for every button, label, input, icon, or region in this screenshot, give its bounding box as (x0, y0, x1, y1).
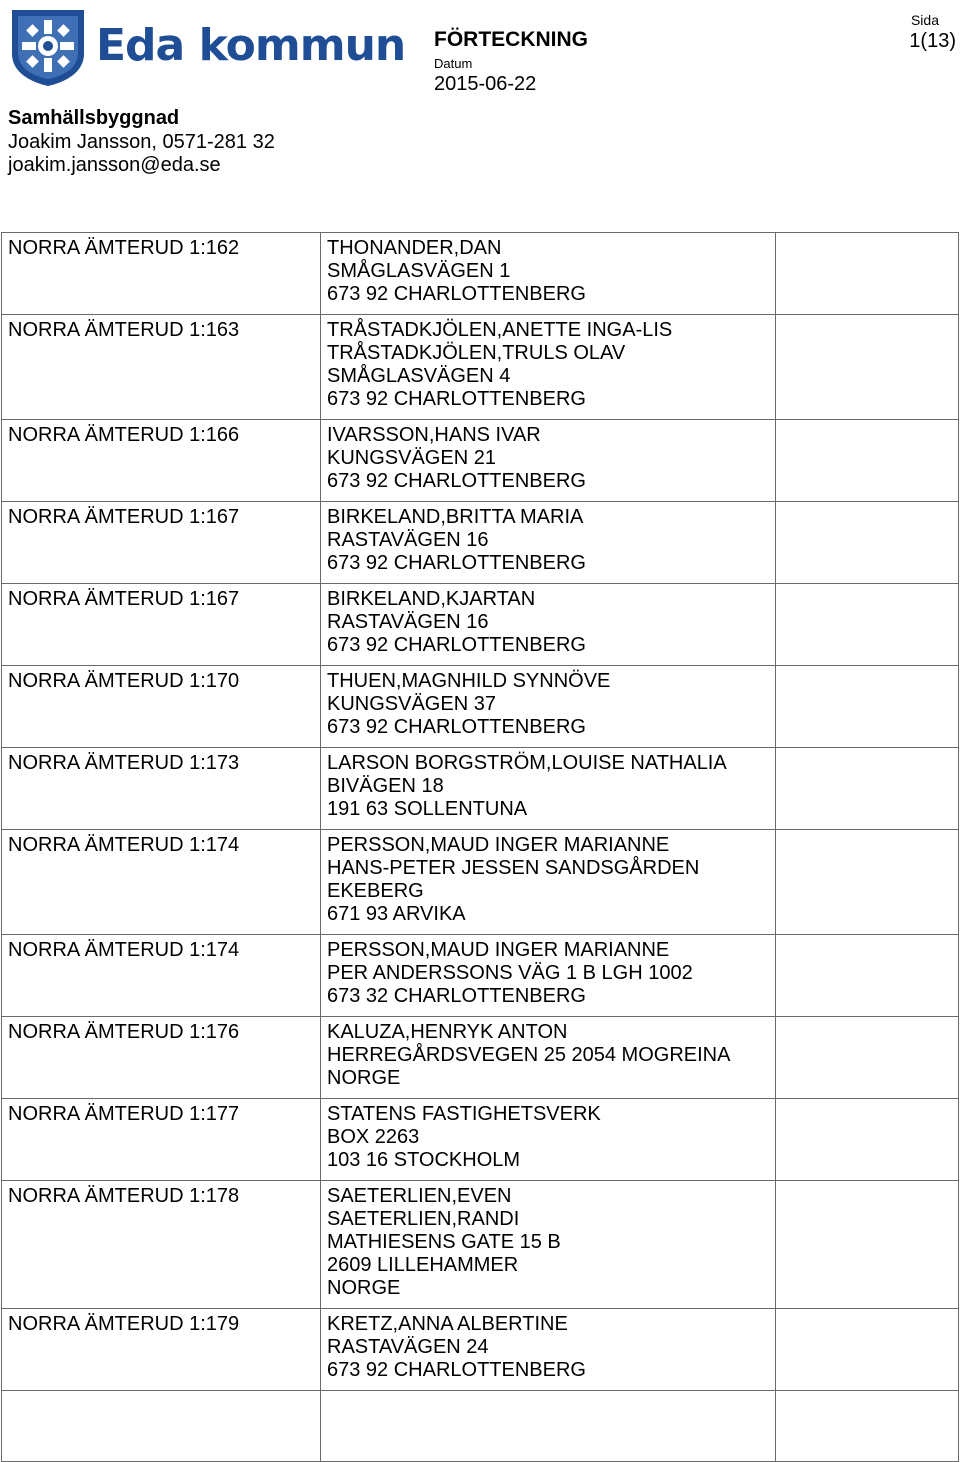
table-row (2, 748, 959, 830)
owner-address-line: HANS-PETER JESSEN SANDSGÅRDEN (327, 857, 700, 879)
notes-cell (776, 315, 959, 420)
owner-address-line: PER ANDERSSONS VÄG 1 B LGH 1002 (327, 962, 693, 984)
owner-address-line: PERSSON,MAUD INGER MARIANNE (327, 939, 670, 961)
notes-cell (776, 420, 959, 502)
property-designation: NORRA ÄMTERUD 1:170 (2, 666, 321, 748)
contact-email: joakim.jansson@eda.se (8, 154, 221, 176)
owner-address-line: 673 92 CHARLOTTENBERG (327, 1359, 586, 1381)
property-designation: NORRA ÄMTERUD 1:162 (2, 233, 321, 315)
notes-cell (776, 748, 959, 830)
table-row (2, 1181, 959, 1309)
table-row (2, 315, 959, 420)
property-designation: NORRA ÄMTERUD 1:178 (2, 1181, 321, 1309)
owner-address-line: SAETERLIEN,EVEN (327, 1185, 512, 1207)
table-row (2, 1309, 959, 1391)
owner-address-line: TRÅSTADKJÖLEN,TRULS OLAV (327, 342, 626, 364)
property-designation: NORRA ÄMTERUD 1:163 (2, 315, 321, 420)
owner-address-cell (321, 935, 776, 1017)
logo-wordmark: Eda kommun (96, 20, 406, 71)
notes-cell (776, 584, 959, 666)
notes-cell (776, 1181, 959, 1309)
owner-address-cell (321, 748, 776, 830)
date-value: 2015-06-22 (434, 73, 537, 95)
owner-address-cell (321, 830, 776, 935)
table-row (2, 1099, 959, 1181)
date-label: Datum (434, 56, 473, 71)
property-designation: NORRA ÄMTERUD 1:173 (2, 748, 321, 830)
notes-cell (776, 1099, 959, 1181)
notes-cell (776, 830, 959, 935)
owner-address-line: NORGE (327, 1277, 401, 1299)
notes-cell (776, 233, 959, 315)
empty-cell (776, 1391, 959, 1462)
owner-address-line: 103 16 STOCKHOLM (327, 1149, 521, 1171)
notes-cell (776, 502, 959, 584)
table-row (2, 1017, 959, 1099)
owner-address-cell (321, 1017, 776, 1099)
table-row (2, 233, 959, 315)
property-owner-table (1, 232, 959, 1462)
table-row (2, 502, 959, 584)
owner-address-line: EKEBERG (327, 880, 424, 902)
municipal-crest-icon (8, 6, 88, 86)
owner-address-line: RASTAVÄGEN 16 (327, 611, 489, 633)
owner-address-line: 671 93 ARVIKA (327, 903, 466, 925)
table-row (2, 935, 959, 1017)
owner-address-line: KRETZ,ANNA ALBERTINE (327, 1313, 568, 1335)
owner-address-line: 2609 LILLEHAMMER (327, 1254, 519, 1276)
owner-address-line: NORGE (327, 1067, 401, 1089)
owner-address-line: KUNGSVÄGEN 21 (327, 447, 496, 469)
property-designation: NORRA ÄMTERUD 1:166 (2, 420, 321, 502)
owner-address-line: BIVÄGEN 18 (327, 775, 444, 797)
owner-address-line: 673 92 CHARLOTTENBERG (327, 388, 586, 410)
owner-address-line: BIRKELAND,BRITTA MARIA (327, 506, 584, 528)
owner-address-line: HERREGÅRDSVEGEN 25 2054 MOGREINA (327, 1044, 731, 1066)
owner-address-line: RASTAVÄGEN 24 (327, 1336, 489, 1358)
owner-address-cell (321, 584, 776, 666)
property-designation: NORRA ÄMTERUD 1:179 (2, 1309, 321, 1391)
owner-address-line: KALUZA,HENRYK ANTON (327, 1021, 568, 1043)
owner-address-cell (321, 420, 776, 502)
owner-address-line: TRÅSTADKJÖLEN,ANETTE INGA-LIS (327, 319, 673, 341)
owner-address-line: IVARSSON,HANS IVAR (327, 424, 541, 446)
table-row (2, 584, 959, 666)
property-designation: NORRA ÄMTERUD 1:174 (2, 935, 321, 1017)
owner-address-cell (321, 666, 776, 748)
owner-address-line: BOX 2263 (327, 1126, 420, 1148)
property-designation: NORRA ÄMTERUD 1:177 (2, 1099, 321, 1181)
owner-address-line: THONANDER,DAN (327, 237, 502, 259)
owner-address-line: SMÅGLASVÄGEN 4 (327, 365, 511, 387)
owner-address-cell (321, 1181, 776, 1309)
owner-address-cell (321, 1099, 776, 1181)
property-designation: NORRA ÄMTERUD 1:167 (2, 584, 321, 666)
owner-address-line: STATENS FASTIGHETSVERK (327, 1103, 601, 1125)
notes-cell (776, 666, 959, 748)
page-label: Sida (910, 12, 939, 28)
owner-address-line: 673 92 CHARLOTTENBERG (327, 716, 586, 738)
owner-address-line: 673 92 CHARLOTTENBERG (327, 470, 586, 492)
owner-address-cell (321, 1309, 776, 1391)
property-designation: NORRA ÄMTERUD 1:174 (2, 830, 321, 935)
notes-cell (776, 1017, 959, 1099)
owner-address-line: THUEN,MAGNHILD SYNNÖVE (327, 670, 611, 692)
owner-address-line: 673 92 CHARLOTTENBERG (327, 283, 586, 305)
table-body (2, 233, 959, 1462)
empty-cell (2, 1391, 321, 1462)
contact-name-phone: Joakim Jansson, 0571-281 32 (8, 131, 275, 153)
owner-address-line: 673 32 CHARLOTTENBERG (327, 985, 586, 1007)
empty-table-row (2, 1391, 959, 1462)
table-row (2, 420, 959, 502)
property-designation: NORRA ÄMTERUD 1:167 (2, 502, 321, 584)
owner-address-line: BIRKELAND,KJARTAN (327, 588, 536, 610)
owner-address-cell (321, 502, 776, 584)
owner-address-line: SAETERLIEN,RANDI (327, 1208, 520, 1230)
notes-cell (776, 1309, 959, 1391)
owner-address-line: PERSSON,MAUD INGER MARIANNE (327, 834, 670, 856)
table-row (2, 830, 959, 935)
owner-address-line: KUNGSVÄGEN 37 (327, 693, 496, 715)
department-name: Samhällsbyggnad (8, 107, 180, 129)
notes-cell (776, 935, 959, 1017)
owner-address-cell (321, 315, 776, 420)
owner-address-line: SMÅGLASVÄGEN 1 (327, 260, 511, 282)
eda-kommun-logo (8, 6, 406, 86)
empty-cell (321, 1391, 776, 1462)
property-designation: NORRA ÄMTERUD 1:176 (2, 1017, 321, 1099)
owner-address-line: 673 92 CHARLOTTENBERG (327, 634, 586, 656)
table-row (2, 666, 959, 748)
page-number: 1(13) (909, 30, 956, 52)
document-type: FÖRTECKNING (434, 28, 588, 51)
owner-address-cell (321, 233, 776, 315)
owner-address-line: MATHIESENS GATE 15 B (327, 1231, 561, 1253)
owner-address-line: 191 63 SOLLENTUNA (327, 798, 528, 820)
owner-address-line: RASTAVÄGEN 16 (327, 529, 489, 551)
owner-address-line: LARSON BORGSTRÖM,LOUISE NATHALIA (327, 752, 727, 774)
owner-address-line: 673 92 CHARLOTTENBERG (327, 552, 586, 574)
